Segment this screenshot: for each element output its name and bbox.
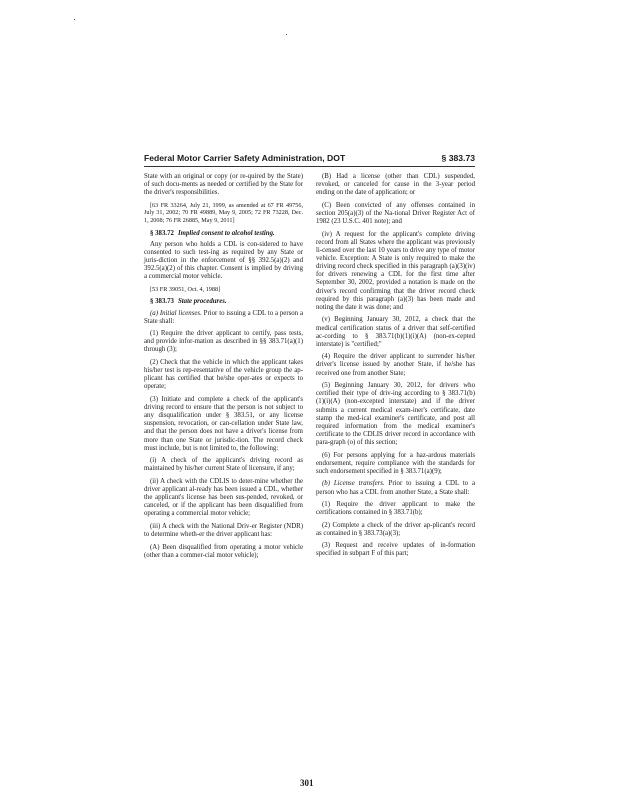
- section-title: State procedures.: [177, 298, 227, 306]
- page-body: [144, 153, 475, 559]
- body-paragraph: (iv) A request for the applicant's complete driving record from all States where the applicant was previously li-censed over the last 10 years to drive any type of motor vehicle. Exception: A State is only required to make the driving record check specified in this paragraph (a)(3)(iv) for drivers renewing a CDL for the first time after September 30, 2002, provided a notation is made on the driver's record confirming that the driver record check required by this paragraph (a)(3) has been made and noting the date it was done; and: [316, 230, 475, 311]
- body-paragraph: (C) Been convicted of any offenses contained in section 205(a)(3) of the Na-tional Driver Register Act of 1982 (23 U.S.C. 401 note); and: [316, 201, 475, 226]
- page-number: 301: [300, 778, 314, 788]
- section-heading: [144, 230, 303, 238]
- body-paragraph: (1) Require the driver applicant to make the certifications contained in § 383.71(b);: [316, 501, 475, 517]
- paragraph-text: Prior to issuing a CDL to a person a State shall:: [144, 309, 303, 325]
- body-paragraph: (ii) A check with the CDLIS to deter-mine whether the driver applicant al-ready has been issued a CDL, whether the applicant's license has been sus-pended, revoked, or canceled, or if the applicant has been disqualified from operating a commercial motor vehicle;: [144, 477, 303, 518]
- scan-speck: [286, 34, 287, 35]
- body-paragraph: (4) Require the driver applicant to surrender his/her driver's license issued by another State, if he/she has received one from another State;: [316, 353, 475, 377]
- body-paragraph: [316, 480, 475, 496]
- header-agency-title: Federal Motor Carrier Safety Administration, DOT: [144, 153, 346, 163]
- section-heading: [144, 298, 303, 306]
- body-paragraph: (iii) A check with the National Driv-er Register (NDR) to determine wheth-er the driver applicant has:: [144, 522, 303, 539]
- body-paragraph: (6) For persons applying for a haz-ardous materials endorsement, require compliance with the standards for such endorsement specified in § 383.71(a)(9);: [316, 451, 475, 475]
- body-paragraph: (3) Request and receive updates of in-formation specified in subpart F of this part;: [316, 542, 475, 558]
- body-paragraph: (B) Had a license (other than CDL) suspended, revoked, or canceled for cause in the 3-year period ending on the date of application; or: [316, 173, 475, 197]
- body-paragraph: Any person who holds a CDL is con-sidered to have consented to such test-ing as required by any State or juris-diction in the enforcement of §§ 392.5(a)(2) and 392.5(a)(2) of this chapter. Consent is implied by driving a commercial motor vehicle.: [144, 240, 303, 281]
- body-paragraph: (v) Beginning January 30, 2012, a check that the medical certification status of a driver that self-certified ac-cording to § 383.71(b)(1)(i)(A) (non-ex-cepted interstate) is "certified;": [316, 316, 475, 348]
- body-paragraph: (A) Been disqualified from operating a motor vehicle (other than a commer-cial motor vehicle);: [144, 543, 303, 559]
- source-citation: [53 FR 39051, Oct. 4, 1988]: [150, 285, 221, 293]
- body-paragraph: (1) Require the driver applicant to certify, pass tests, and provide infor-mation as described in §§ 383.71(a)(1) through (3);: [144, 330, 303, 354]
- right-column: [316, 173, 475, 563]
- paragraph-lead: (b) License transfers.: [322, 480, 385, 488]
- body-paragraph: State with an original or copy (or re-quired by the State) of such docu-ments as needed or certified by the State for the driver's responsibilities.: [144, 173, 303, 197]
- body-paragraph: (i) A check of the applicant's driving record as maintained by his/her current State of licensure, if any;: [144, 457, 303, 473]
- header-section-number: § 383.73: [441, 153, 475, 163]
- body-paragraph: [144, 310, 303, 326]
- section-number: § 383.72: [150, 229, 174, 237]
- section-number: § 383.73: [150, 298, 174, 306]
- body-paragraph: (3) Initiate and complete a check of the applicant's driving record to ensure that the person is not subject to any disqualification under § 383.51, or any license suspension, revocation, or can-cellation under State law, and that the person does not have a driver's license from more than one State or jurisdic-tion. The record check must include, but is not limited to, the following:: [144, 395, 303, 452]
- left-column: [144, 173, 303, 564]
- scan-speck: [74, 19, 75, 20]
- paragraph-lead: (a) Initial licenses.: [150, 309, 202, 317]
- body-paragraph: (2) Complete a check of the driver ap-plicant's record as contained in § 383.73(a)(3);: [316, 521, 475, 537]
- section-title: Implied consent to alcohol testing.: [177, 229, 275, 237]
- paragraph-text: Prior to issuing a CDL to a person who has a CDL from another State, a State shall:: [316, 480, 475, 496]
- source-citation: [63 FR 33264, July 21, 1999, as amended at 67 FR 49756, July 31, 2002; 70 FR 49889, May 9, 2005; 72 FR 73228, Dec. 1, 2008; 76 FR 26885, May 9, 2011]: [144, 201, 303, 224]
- body-paragraph: (2) Check that the vehicle in which the applicant takes his/her test is rep-resentative of the vehicle group the ap-plicant has certified that he/she oper-ates or expects to operate;: [144, 358, 303, 391]
- running-header: [144, 153, 475, 167]
- body-paragraph: (5) Beginning January 30, 2012, for drivers who certified their type of driv-ing according to § 383.71(b)(1)(i)(A) (non-excepted interstate) and if the driver submits a current medical exam-iner's certificate, date stamp the med-ical examiner's certificate, and post all required information from the medical examiner's certificate to the CDLIS driver record in accordance with para-graph (o) of this section;: [316, 382, 475, 447]
